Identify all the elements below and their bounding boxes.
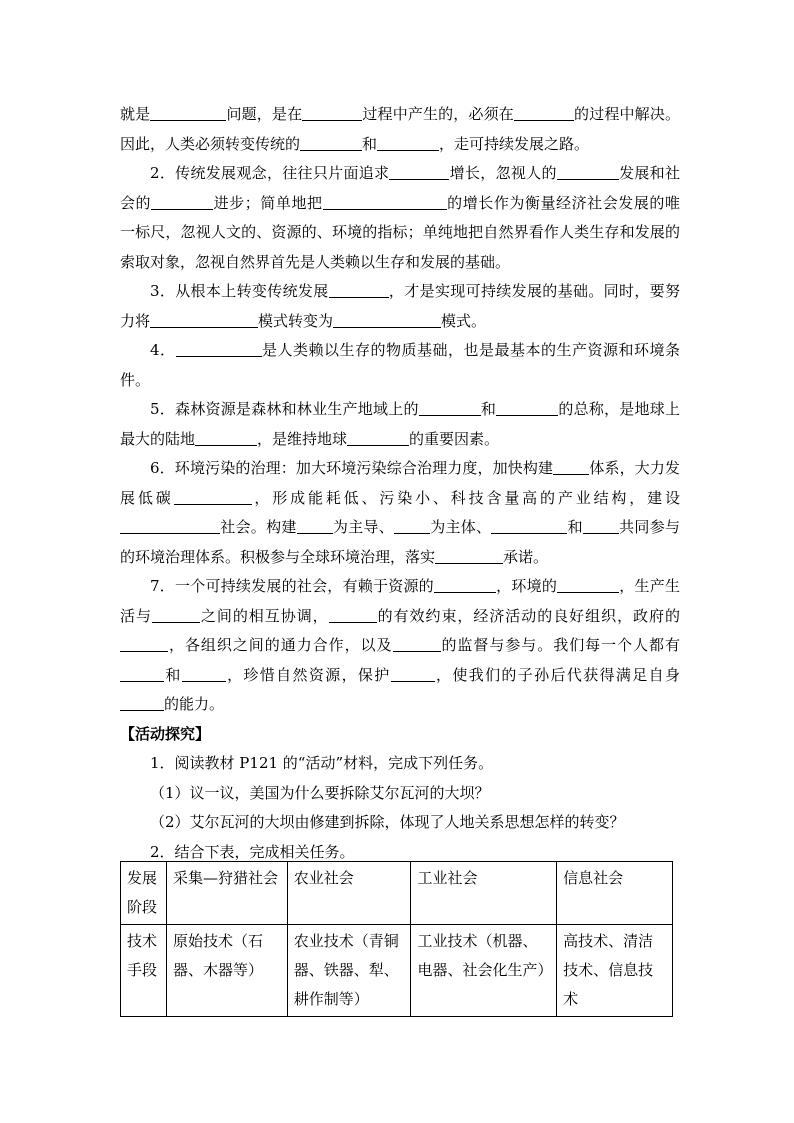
answer-blank[interactable] [151, 208, 213, 210]
answer-blank[interactable] [496, 414, 558, 416]
answer-blank[interactable] [514, 119, 574, 121]
table-cell: 技术手段 [121, 925, 167, 1017]
answer-blank[interactable] [491, 532, 567, 534]
paragraph-6: 6．环境污染的治理：加大环境污染综合治理力度，加快构建 体系，大力发展低碳 ，形成能耗低、污染小、科技含量高的产业结构，建设社会。构建 为主导、 为主体、 和 共同参与的环境治理体系。积极参与全球环境治理，落实 承诺。 [120, 459, 680, 566]
answer-blank[interactable] [297, 532, 333, 534]
answer-blank[interactable] [377, 149, 439, 151]
answer-blank[interactable] [393, 650, 441, 652]
answer-blank[interactable] [182, 680, 226, 682]
paragraph-4: 4． 是人类赖以生存的物质基础，也是最基本的生产资源和环境条件。 [120, 341, 680, 389]
answer-blank[interactable] [150, 119, 226, 121]
table-cell: 高技术、清洁技术、信息技术 [557, 925, 673, 1017]
paragraph-5: 5．森林资源是森林和林业生产地域上的 和 的总称，是地球上最大的陆地 ，是维持地球 的重要因素。 [120, 400, 680, 448]
answer-blank[interactable] [120, 650, 168, 652]
table-cell: 农业社会 [287, 862, 411, 925]
table-cell: 农业技术（青铜器、铁器、犁、耕作制等） [287, 925, 411, 1017]
answer-blank[interactable] [176, 355, 262, 357]
answer-blank[interactable] [120, 532, 220, 534]
answer-blank[interactable] [300, 149, 362, 151]
activity-question-2: （2）艾尔瓦河的大坝由修建到拆除，体现了人地关系思想怎样的转变？ [150, 813, 625, 831]
answer-blank[interactable] [557, 591, 619, 593]
answer-blank[interactable] [434, 591, 496, 593]
table-row [121, 925, 673, 1017]
worksheet-content [120, 100, 680, 867]
answer-blank[interactable] [120, 680, 164, 682]
table-cell: 信息社会 [557, 862, 673, 925]
activity-question-1: （1）议一议，美国为什么要拆除艾尔瓦河的大坝？ [150, 783, 490, 802]
activity-task-2: 2．结合下表，完成相关任务。 [150, 842, 355, 861]
answer-blank[interactable] [150, 326, 258, 328]
activity-task-1: 1．阅读教材 P121 的“活动”材料，完成下列任务。 [150, 754, 494, 772]
table-cell: 工业社会 [411, 862, 557, 925]
answer-blank[interactable] [419, 414, 481, 416]
answer-blank[interactable] [329, 621, 377, 623]
answer-blank[interactable] [435, 562, 503, 564]
activity-heading: 【活动探究】 [120, 724, 211, 743]
paragraph-3: 3．从根本上转变传统发展 ，才是实现可持续发展的基础。同时，要努力将 模式转变为 模式。 [120, 282, 680, 330]
table-cell: 工业技术（机器、电器、社会化生产） [411, 925, 557, 1017]
answer-blank[interactable] [553, 473, 589, 475]
answer-blank[interactable] [389, 178, 449, 180]
answer-blank[interactable] [333, 326, 441, 328]
answer-blank[interactable] [391, 680, 435, 682]
answer-blank[interactable] [323, 208, 447, 210]
answer-blank[interactable] [329, 296, 389, 298]
table-cell: 发展阶段 [121, 862, 167, 925]
paragraph-2: 2．传统发展观念，往往只片面追求 增长，忽视人的 发展和社会的 进步；简单地把 的增长作为衡量经济社会发展的唯一标尺，忽视人文的、资源的、环境的指标；单纯地把自然界看作人类生存和发展的索取对象，忽视自然界首先是人类赖以生存和发展的基础。 [120, 164, 680, 271]
answer-blank[interactable] [583, 532, 619, 534]
paragraph-7: 7．一个可持续发展的社会，有赖于资源的 ，环境的 ，生产生活与 之间的相互协调， 的有效约束，经济活动的良好组织，政府的，各组织之间的通力合作，以及 的监督与参与。我们每一个人都有和 ，珍惜自然资源，保护 ，使我们的子孙后代获得满足自身的能力。 [120, 577, 680, 713]
answer-blank[interactable] [195, 444, 257, 446]
answer-blank[interactable] [152, 621, 200, 623]
paragraph-1-continued: 就是 问题，是在 过程中产生的，必须在 的过程中解决。因此，人类必须转变传统的 和 ，走可持续发展之路。 [120, 105, 680, 153]
table-header-row [121, 862, 673, 925]
table-cell: 原始技术（石器、木器等） [166, 925, 287, 1017]
answer-blank[interactable] [557, 178, 619, 180]
table-cell: 采集—狩猎社会 [166, 862, 287, 925]
answer-blank[interactable] [302, 119, 362, 121]
answer-blank[interactable] [347, 444, 409, 446]
answer-blank[interactable] [394, 532, 430, 534]
development-stages-table [120, 861, 673, 1017]
answer-blank[interactable] [120, 709, 164, 711]
answer-blank[interactable] [174, 503, 252, 505]
